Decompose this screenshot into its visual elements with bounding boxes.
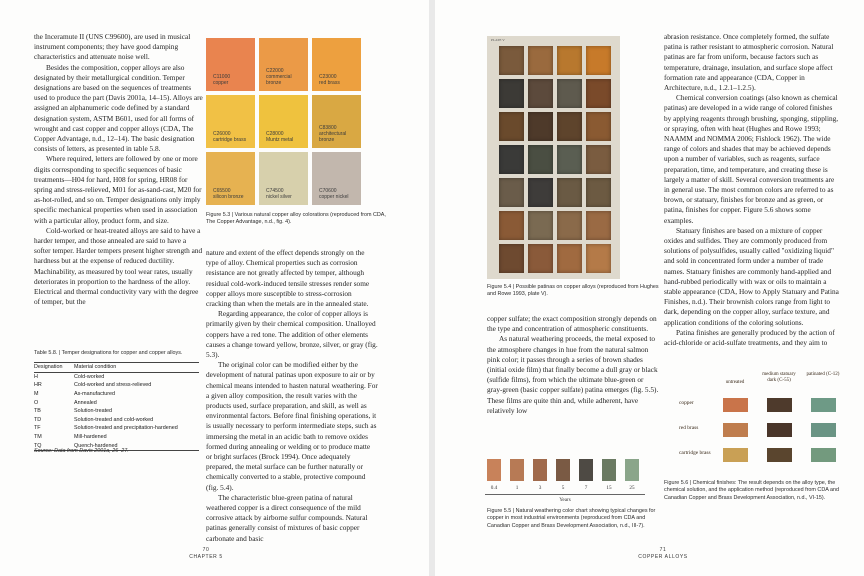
- alloy-swatch-label: [319, 188, 348, 200]
- patina-sample: [557, 244, 582, 273]
- paragraph: Chemical conversion coatings (also known as chemical patinas) are developed in a wide range of colored finishes by applying reagents through brushing, sponging, stippling, or spraying, often with heat (Hughes and Rowe 1993; NAAMM and NOMMA 2006; Fishlock 1962). The wide range of colors and shades that may be achieved depends upon a number of variables, such as reagents, surface preparation, time, and temperature, and creating these is largely a matter of skill. Several conversion treatments are in general use. The most common colors are referred to as brown, or statuary, finishes for bronze and as green, or patina, finishes for copper. Figure 5.6 shows some examples.: [664, 93, 839, 225]
- table-cell: M: [34, 391, 39, 398]
- paragraph: the Inceramute II (UNS C99600), are used in musical instrument components; they have good damping characteristics and attenuate noise well.: [34, 32, 191, 62]
- alloy-name: architectural bronze: [319, 131, 347, 143]
- alloy-swatch-label: [213, 131, 246, 143]
- weathering-year-label: 1: [515, 485, 519, 491]
- chemical-column-header: medium statuary dark (C-55): [762, 372, 796, 383]
- paragraph: Patina finishes are generally produced by the action of acid-chloride or acid-sulfate treatments, and they aim to: [664, 327, 835, 348]
- left-page: [0, 0, 429, 576]
- weathering-year-label: 3: [538, 485, 542, 491]
- alloy-code: C83800: [319, 125, 337, 131]
- patina-sample: [586, 244, 611, 273]
- alloy-name: nickel silver: [266, 194, 292, 200]
- alloy-swatch-label: [266, 131, 293, 143]
- table-cell: Solution-treated and cold-worked: [74, 416, 154, 423]
- alloy-name: copper nickel: [319, 194, 349, 200]
- patina-plate: [487, 36, 620, 279]
- table-cell: O: [34, 399, 39, 406]
- weathering-axis-line: [485, 494, 645, 495]
- left-footer: [166, 547, 246, 561]
- table-cell: Cold-worked: [74, 373, 105, 380]
- figure-5-3-caption: Figure 5.3 | Various natural copper alloy colorations (reproduced from CDA, The Copper Advantage, n.d., fig. 4).: [206, 212, 386, 226]
- chemical-column-header: untreated: [725, 380, 745, 385]
- weathering-color-bar: [556, 459, 570, 481]
- alloy-swatch: [312, 152, 361, 205]
- table-source: Source: Data from Davis 2001a, 26–27.: [34, 448, 129, 454]
- table-cell: TB: [34, 408, 41, 415]
- chemical-finish-swatch: [767, 423, 792, 437]
- table-cell: Mill-hardened: [74, 434, 107, 441]
- table-row: [34, 398, 199, 407]
- table-row: [34, 390, 199, 399]
- alloy-code: C26000: [213, 131, 231, 137]
- table-cell: Solution-treated: [74, 408, 113, 415]
- paragraph: copper sulfate; the exact composition strongly depends on the type and concentration of atmospheric constituents.: [487, 314, 657, 334]
- patina-sample: [586, 211, 611, 240]
- weathering-year-label: 7: [584, 485, 588, 491]
- weathering-color-bar: [533, 459, 547, 481]
- patina-sample: [528, 244, 553, 273]
- alloy-name: cartridge brass: [213, 137, 247, 143]
- patina-sample: [586, 46, 611, 75]
- alloy-swatch: [259, 38, 308, 91]
- alloy-swatch: [312, 38, 361, 91]
- right-page: [435, 0, 864, 576]
- table-cell: Quench-hardened: [74, 442, 118, 449]
- table-header-cell: Material condition: [74, 364, 117, 371]
- table-header-row: [34, 362, 199, 373]
- patina-sample: [557, 178, 582, 207]
- chemical-finish-swatch: [811, 423, 836, 437]
- alloy-name: commercial bronze: [266, 74, 292, 86]
- paragraph: Statuary finishes are based on a mixture of copper oxides and sulfides. They are commonly produced from solutions of polysulfides, usually called "oxidizing liquid" and sold in concentrated form under a number of trade names. Statuary finishes are commonly hand-applied and hand-rubbed periodically with wax or oils to maintain a stable appearance (CDA, How to Apply Statuary and Patina Finishes, n.d.). Their brownish colors range from light to dark, depending on the copper alloy, surface texture, and application conditions of the coloring solutions.: [664, 225, 839, 327]
- right-column-2: [664, 32, 840, 348]
- table-cell: TM: [34, 434, 42, 441]
- patina-sample: [557, 112, 582, 141]
- temper-designations-table: [34, 362, 199, 451]
- patina-sample: [499, 112, 524, 141]
- patina-sample: [499, 46, 524, 75]
- patina-sample: [499, 178, 524, 207]
- alloy-swatch: [206, 152, 255, 205]
- paragraph: The characteristic blue-green patina of natural weathered copper is a direct consequence of the mild corrosive attack by airborne sulfur compounds. Natural patinas generally consist of mixtures of basic copper carbonate and basic: [206, 492, 368, 543]
- paragraph: The original color can be modified either by the development of natural patinas upon exposure to air or by chemical means intended to hasten natural weathering. For a given alloy composition, the result varies with the products used, surface preparation, and skill, as well as environmental factors. Before final finishing operations, it is usually necessary to perform intermediate steps, such as immersing the metal in an acidic bath to remove oxides formed during annealing or welding or to produce matte or bright surfaces (Brock 1994). Once adequately prepared, the metal surface can be further naturally or chemically converted to a stable, protective compound (fig. 5.4).: [206, 360, 378, 492]
- patina-sample: [557, 79, 582, 108]
- figure-5-4-caption: Figure 5.4 | Possible patinas on copper alloys (reproduced from Hughes and Rowe 1993, plate V).: [487, 284, 659, 298]
- table-row: [34, 416, 199, 425]
- alloy-swatch-label: [319, 125, 361, 143]
- right-column-1: [487, 314, 659, 416]
- patina-sample: [586, 79, 611, 108]
- table-cell: Solution-treated and precipitation-hardened: [74, 425, 178, 432]
- paragraph: abrasion resistance. Once completely formed, the sulfate patina is rather resistant to atmospheric corrosion. Natural patinas are far from uniform, because factors such as temperature, drainage, insulation, and surface slope affect formation rate and appearance (CDA, Copper in Architecture, n.d., 1.2.1–1.2.5).: [664, 32, 834, 93]
- weathering-year-label: 0.4: [490, 485, 498, 491]
- patina-sample: [499, 79, 524, 108]
- alloy-name: red brass: [319, 80, 340, 86]
- alloy-swatch: [206, 95, 255, 148]
- alloy-name: Muntz metal: [266, 137, 294, 143]
- chemical-finish-swatch: [767, 398, 792, 412]
- patina-sample: [528, 79, 553, 108]
- alloy-swatch: [259, 95, 308, 148]
- weathering-color-bar: [625, 459, 639, 481]
- patina-sample: [499, 244, 524, 273]
- table-cell: TF: [34, 425, 41, 432]
- chapter-label: COPPER ALLOYS: [638, 554, 688, 560]
- paragraph: nature and extent of the effect depends strongly on the type of alloy. Chemical properties such as corrosion resistance are not greatly affected by temper, although residual cold-work-induced tensile stresses render some copper alloys more susceptible to stress-corrosion cracking than when the metals are in the annealed state.: [206, 248, 370, 309]
- paragraph: Besides the composition, copper alloys are also designated by their metallurgical condition. Temper designations are based on the sequences of treatments used to produce the part (Davis 2001a, 14–15). Alloys are assigned an alphanumeric code defined by a standard designation system, ASTM B601, used for all forms of wrought and cast copper and copper alloys (CDA, The Copper Advantage, n.d., 12–14). The basic designation consists of letters, as presented in table 5.8.: [34, 62, 203, 154]
- alloy-swatch-label: [213, 188, 244, 200]
- alloy-code: C11000: [213, 74, 231, 80]
- weathering-color-bar: [602, 459, 616, 481]
- chemical-finish-swatch: [811, 398, 836, 412]
- alloy-code: C70600: [319, 188, 337, 194]
- alloy-swatch-label: [213, 74, 230, 86]
- chemical-row-label: red brass: [679, 425, 699, 431]
- table-row: [34, 424, 199, 433]
- paragraph: Where required, letters are followed by one or more digits corresponding to specific sequences of basic treatments—H04 for hard, H08 for spring, HR08 for spring and stress-relieved, M01 for as-sand-cast, M20 for as-hot-rolled, and so on. Temper designations only imply specific mechanical properties when used in association with a particular alloy, product form, and size.: [34, 154, 202, 225]
- weathering-year-label: 25: [629, 485, 635, 491]
- chemical-finish-swatch: [723, 448, 748, 462]
- alloy-code: C28000: [266, 131, 284, 137]
- table-cell: TQ: [34, 442, 42, 449]
- paragraph: Regarding appearance, the color of copper alloys is primarily given by their chemical composition. Unalloyed coppers have a red tone. The addition of other elements causes a change toward yellow, bronze, silver, or gray (fig. 5.3).: [206, 309, 378, 360]
- patina-sample: [586, 112, 611, 141]
- alloy-swatch-label: [319, 74, 340, 86]
- page-number: 70: [202, 547, 210, 553]
- figure-5-6-caption: Figure 5.6 | Chemical finishes: The result depends on the alloy type, the chemical solution, and the application method (reproduced from CDA and Canadian Copper and Brass Development Association, n.d., VI-15).: [664, 480, 839, 501]
- table-cell: HR: [34, 382, 42, 389]
- table-row: [34, 381, 199, 390]
- patina-sample: [528, 46, 553, 75]
- chemical-row-label: copper: [679, 400, 694, 406]
- weathering-year-label: 5: [561, 485, 565, 491]
- patina-sample: [528, 145, 553, 174]
- chemical-column-header: patinated (C-12): [806, 372, 840, 377]
- alloy-code: C23000: [319, 74, 337, 80]
- chemical-finish-swatch: [767, 448, 792, 462]
- alloy-name: silicon bronze: [213, 194, 244, 200]
- figure-5-5-caption: Figure 5.5 | Natural weathering color chart showing typical changes for copper in most industrial environments (reproduced from CDA and Canadian Copper and Brass Development Association, n.d., III-7).: [487, 508, 656, 529]
- alloy-swatch: [259, 152, 308, 205]
- chemical-row-label: cartridge brass: [679, 450, 711, 456]
- patina-sample: [528, 112, 553, 141]
- table-cell: TD: [34, 416, 42, 423]
- patina-sample: [528, 178, 553, 207]
- paragraph: As natural weathering proceeds, the metal exposed to the atmosphere changes in hue from the natural salmon pink color; it passes through a series of brown shades (initial oxide film) that finally become a dull gray or black (sulfide films), from which the ultimate blue-green or gray-green (basic copper sulfate) patina emerges (fig. 5.5). These films are quite thin and, while adherent, have relatively low: [487, 334, 659, 415]
- plate-header: PLATE V: [491, 38, 505, 42]
- chemical-finish-swatch: [723, 423, 748, 437]
- patina-sample: [499, 145, 524, 174]
- paragraph: Cold-worked or heat-treated alloys are said to have a harder temper, and those annealed are said to have a softer temper. Harder tempers present higher strength and hardness but at the expense of reduced ductility. Machinability, as measured by tool wear rates, usually deteriorates in proportion to the hardness of the alloy. Electrical and thermal conductivity vary with the degree of temper, but the: [34, 225, 203, 307]
- alloy-swatch: [312, 95, 361, 148]
- alloy-code: C22000: [266, 68, 284, 74]
- table-cell: H: [34, 373, 38, 380]
- weathering-color-bar: [487, 459, 501, 481]
- weathering-axis-label: Years: [559, 497, 571, 503]
- weathering-color-bar: [510, 459, 524, 481]
- table-row: [34, 373, 199, 382]
- chemical-finish-swatch: [811, 448, 836, 462]
- table-cell: Cold-worked and stress-relieved: [74, 382, 152, 389]
- alloy-swatch: [206, 38, 255, 91]
- table-header-cell: Designation: [34, 364, 63, 371]
- table-row: [34, 433, 199, 442]
- left-column-2: [206, 248, 378, 544]
- patina-sample: [586, 145, 611, 174]
- chapter-label: CHAPTER 5: [189, 554, 223, 560]
- table-5-8-caption: Table 5.8. | Temper designations for copper and copper alloys.: [34, 350, 183, 356]
- patina-sample: [528, 211, 553, 240]
- patina-sample: [557, 46, 582, 75]
- table-cell: As-manufactured: [74, 391, 116, 398]
- table-row: [34, 407, 199, 416]
- patina-sample: [557, 211, 582, 240]
- patina-sample: [499, 211, 524, 240]
- weathering-color-bar: [579, 459, 593, 481]
- page-number: 71: [659, 547, 667, 553]
- alloy-code: C65500: [213, 188, 231, 194]
- alloy-swatch-label: [266, 188, 292, 200]
- chemical-finish-swatch: [723, 398, 748, 412]
- alloy-name: copper: [213, 80, 229, 86]
- patina-sample: [586, 178, 611, 207]
- patina-sample: [557, 145, 582, 174]
- alloy-swatch-label: [266, 68, 308, 86]
- table-cell: Annealed: [74, 399, 97, 406]
- weathering-year-label: 15: [606, 485, 612, 491]
- alloy-code: C74500: [266, 188, 284, 194]
- right-footer: [623, 547, 703, 561]
- left-column-1: [34, 32, 204, 307]
